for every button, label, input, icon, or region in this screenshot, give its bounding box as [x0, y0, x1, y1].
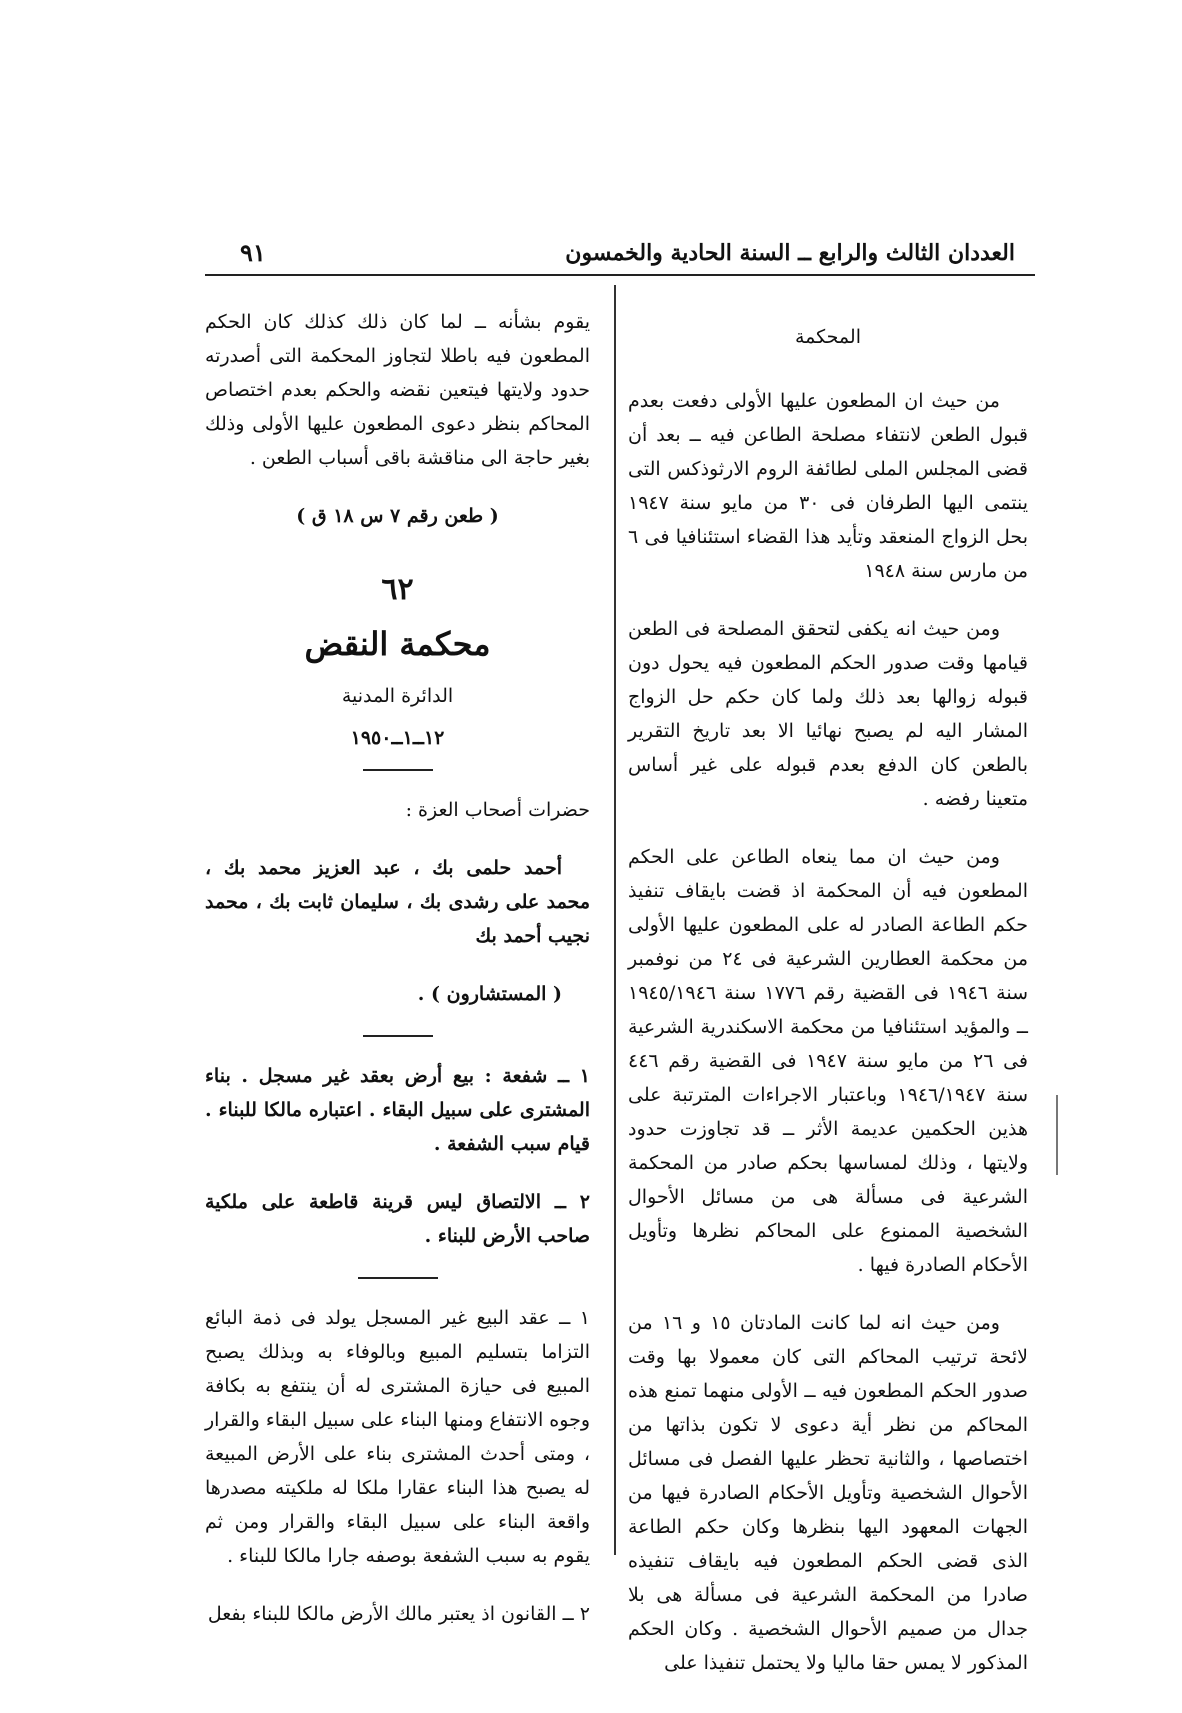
right-column — [628, 320, 1028, 1704]
summary-point: ٢ ــ الالتصاق ليس قرينة قاطعة على ملكية صاحب الأرض للبناء . — [205, 1191, 590, 1247]
divider — [358, 1277, 438, 1279]
page-number: ٩١ — [240, 238, 266, 267]
section-title: المحكمة — [795, 326, 861, 348]
running-header — [205, 236, 1035, 276]
divider — [363, 769, 433, 771]
ruling-paragraph: من حيث ان المطعون عليها الأولى دفعت بعدم قبول الطعن لانتفاء مصلحة الطاعن فيه ــ بعد أن قضى المجلس الملى لطائفة الروم الارثوذكس التى ينتمى اليها الطرفان فى ٣٠ من مايو سنة ١٩٤٧ بحل الزواج المنعقد وتأيد هذا القضاء استئنافيا فى ٦ من مارس سنة ١٩٤٨ — [628, 390, 1028, 582]
case-number: ٦٢ — [381, 572, 414, 607]
ruling-paragraph: ومن حيث ان مما ينعاه الطاعن على الحكم المطعون فيه أن المحكمة اذ قضت بايقاف تنفيذ حكم الطاعة الصادر له على المطعون عليها الأولى من محكمة العطارين الشرعية فى ٢٤ من نوفمبر سنة ١٩٤٦ فى القضية رقم ١٧٧٦ سنة ١٩٤٥/١٩٤٦ ــ والمؤيد استئنافيا من محكمة الاسكندرية الشرعية فى ٢٦ من مايو سنة ١٩٤٧ فى القضية رقم ٤٤٦ سنة ١٩٤٦/١٩٤٧ وباعتبار الاجراءات المترتبة على هذين الحكمين عديمة الأثر ــ قد تجاوزت حدود ولايتها ، وذلك لمساسها بحكم صادر من المحكمة الشرعية فى مسألة هى من مسائل الأحوال الشخصية الممنوع على المحاكم نظرها وتأويل الأحكام الصادرة فيها . — [628, 846, 1029, 1276]
judges-role: ( المستشارون ) . — [417, 983, 562, 1005]
court-name: محكمة النقض — [304, 625, 491, 663]
attendance-label: حضرات أصحاب العزة : — [405, 799, 590, 821]
legal-principle: ٢ ــ القانون اذ يعتبر مالك الأرض مالكا للبناء بفعل — [207, 1603, 590, 1625]
judges-list: أحمد حلمى بك ، عبد العزيز محمد بك ، محمد على رشدى بك ، سليمان ثابت بك ، محمد نجيب أحمد بك — [205, 857, 590, 947]
journal-issue-title: العددان الثالث والرابع ــ السنة الحادية والخمسون — [565, 240, 1015, 266]
court-circuit: الدائرة المدنية — [341, 685, 454, 707]
appeal-reference: ( طعن رقم ٧ س ١٨ ق ) — [296, 505, 499, 527]
left-column — [205, 305, 590, 1655]
ruling-continuation: يقوم بشأنه ــ لما كان ذلك كذلك كان الحكم المطعون فيه باطلا لتجاوز المحكمة التى أصدرته حدود ولايتها فيتعين نقضه والحكم بعدم اختصاص المحاكم بنظر دعوى المطعون عليها الأولى وذلك بغير حاجة الى مناقشة باقى أسباب الطعن . — [205, 311, 590, 469]
margin-mark — [1056, 1095, 1058, 1175]
column-divider — [614, 285, 616, 1555]
summary-point: ١ ــ شفعة : بيع أرض بعقد غير مسجل . بناء المشترى على سبيل البقاء . اعتباره مالكا للبناء . قيام سبب الشفعة . — [205, 1065, 590, 1155]
legal-principle: ١ ــ عقد البيع غير المسجل يولد فى ذمة البائع التزاما بتسليم المبيع وبالوفاء به وبذلك يصبح المبيع فى حيازة المشترى له أن ينتفع به بكافة وجوه الانتفاع ومنها البناء على سبيل البقاء والقرار ، ومتى أحدث المشترى بناء على الأرض المبيعة له يصبح هذا البناء عقارا ملكا له ملكيته مصدرها واقعة البناء على سبيل البقاء والقرار ومن ثم يقوم به سبب الشفعة بوصفه جارا مالكا للبناء . — [205, 1307, 590, 1567]
session-date: ١٢ــ١ــ١٩٥٠ — [350, 727, 445, 749]
ruling-paragraph: ومن حيث انه لما كانت المادتان ١٥ و ١٦ من لائحة ترتيب المحاكم التى كان معمولا بها وقت صدور الحكم المطعون فيه ــ الأولى منهما تمنع هذه المحاكم من نظر أية دعوى لا تكون بذاتها من اختصاصها ، والثانية تحظر عليها الفصل فى مسائل الأحوال الشخصية وتأويل الأحكام الصادرة فيها من الجهات المعهود اليها بنظرها وكان حكم الطاعة الذى قضى الحكم المطعون فيه بايقاف تنفيذه صادرا من المحكمة الشرعية فى مسألة هى بلا جدال من صميم الأحوال الشخصية . وكان الحكم المذكور لا يمس حقا ماليا ولا يحتمل تنفيذا على — [628, 1312, 1028, 1674]
divider — [363, 1035, 433, 1037]
ruling-paragraph: ومن حيث انه يكفى لتحقق المصلحة فى الطعن قيامها وقت صدور الحكم المطعون فيه يحول دون قبوله زوالها بعد ذلك ولما كان حكم حل الزواج المشار اليه لم يصبح نهائيا الا بعد تاريخ التقرير بالطعن كان الدفع بعدم قبوله على غير أساس متعينا رفضه . — [628, 618, 1028, 810]
